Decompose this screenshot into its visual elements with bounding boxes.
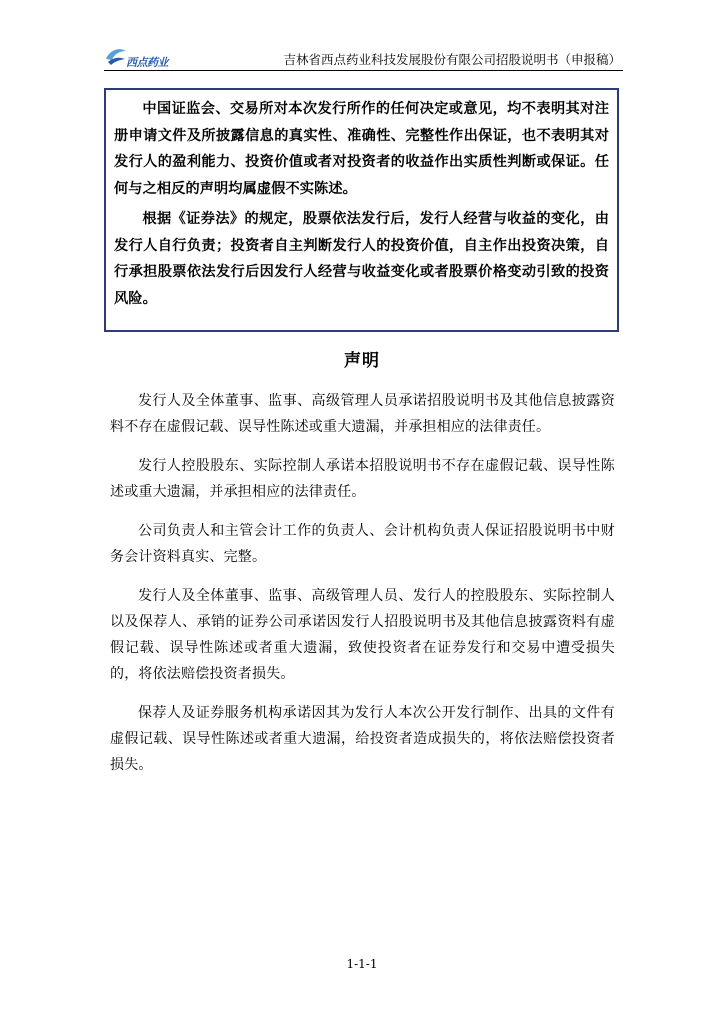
- page-number: 1-1-1: [346, 957, 378, 971]
- logo-mark-icon: [104, 45, 128, 67]
- declaration-paragraph: 公司负责人和主管会计工作的负责人、会计机构负责人保证招股说明书中财务会计资料真实、完整。: [110, 523, 615, 565]
- declaration-paragraph: 发行人及全体董事、监事、高级管理人员、发行人的控股股东、实际控制人以及保荐人、承销的证券公司承诺因发行人招股说明书及其他信息披露资料有虚假记载、误导性陈述或者重大遗漏，致使投资者在证券发行和交易中遭受损失的，将依法赔偿投资者损失。: [110, 588, 615, 682]
- declaration-paragraph: 保荐人及证券服务机构承诺因其为发行人本次公开发行制作、出具的文件有虚假记载、误导性陈述或者重大遗漏，给投资者造成损失的，将依法赔偿投资者损失。: [110, 705, 615, 773]
- regulatory-notice-box: [104, 88, 619, 332]
- notice-paragraph: 中国证监会、交易所对本次发行所作的任何决定或意见，均不表明其对注册申请文件及所披露信息的真实性、准确性、完整性作出保证，也不表明其对发行人的盈利能力、投资价值或者对投资者的收益作出实质性判断或保证。任何与之相反的声明均属虚假不实陈述。: [114, 101, 609, 197]
- document-header-title: 吉林省西点药业科技发展股份有限公司招股说明书（申报稿）: [283, 52, 621, 67]
- notice-paragraph: 根据《证券法》的规定，股票依法发行后，发行人经营与收益的变化，由发行人自行负责；投资者自主判断发行人的投资价值，自主作出投资决策，自行承担股票依法发行后因发行人经营与收益变化或者股票价格变动引致的投资风险。: [114, 211, 609, 307]
- page-header: [104, 40, 623, 71]
- logo-text: 西点药业: [126, 56, 168, 69]
- company-logo: [104, 45, 204, 67]
- declaration-paragraph: 发行人及全体董事、监事、高级管理人员承诺招股说明书及其他信息披露资料不存在虚假记载、误导性陈述或重大遗漏，并承担相应的法律责任。: [110, 393, 615, 435]
- declaration-paragraph: 发行人控股股东、实际控制人承诺本招股说明书不存在虚假记载、误导性陈述或重大遗漏，并承担相应的法律责任。: [110, 458, 615, 500]
- declaration-body: [110, 388, 615, 791]
- section-title: 声明: [344, 351, 380, 371]
